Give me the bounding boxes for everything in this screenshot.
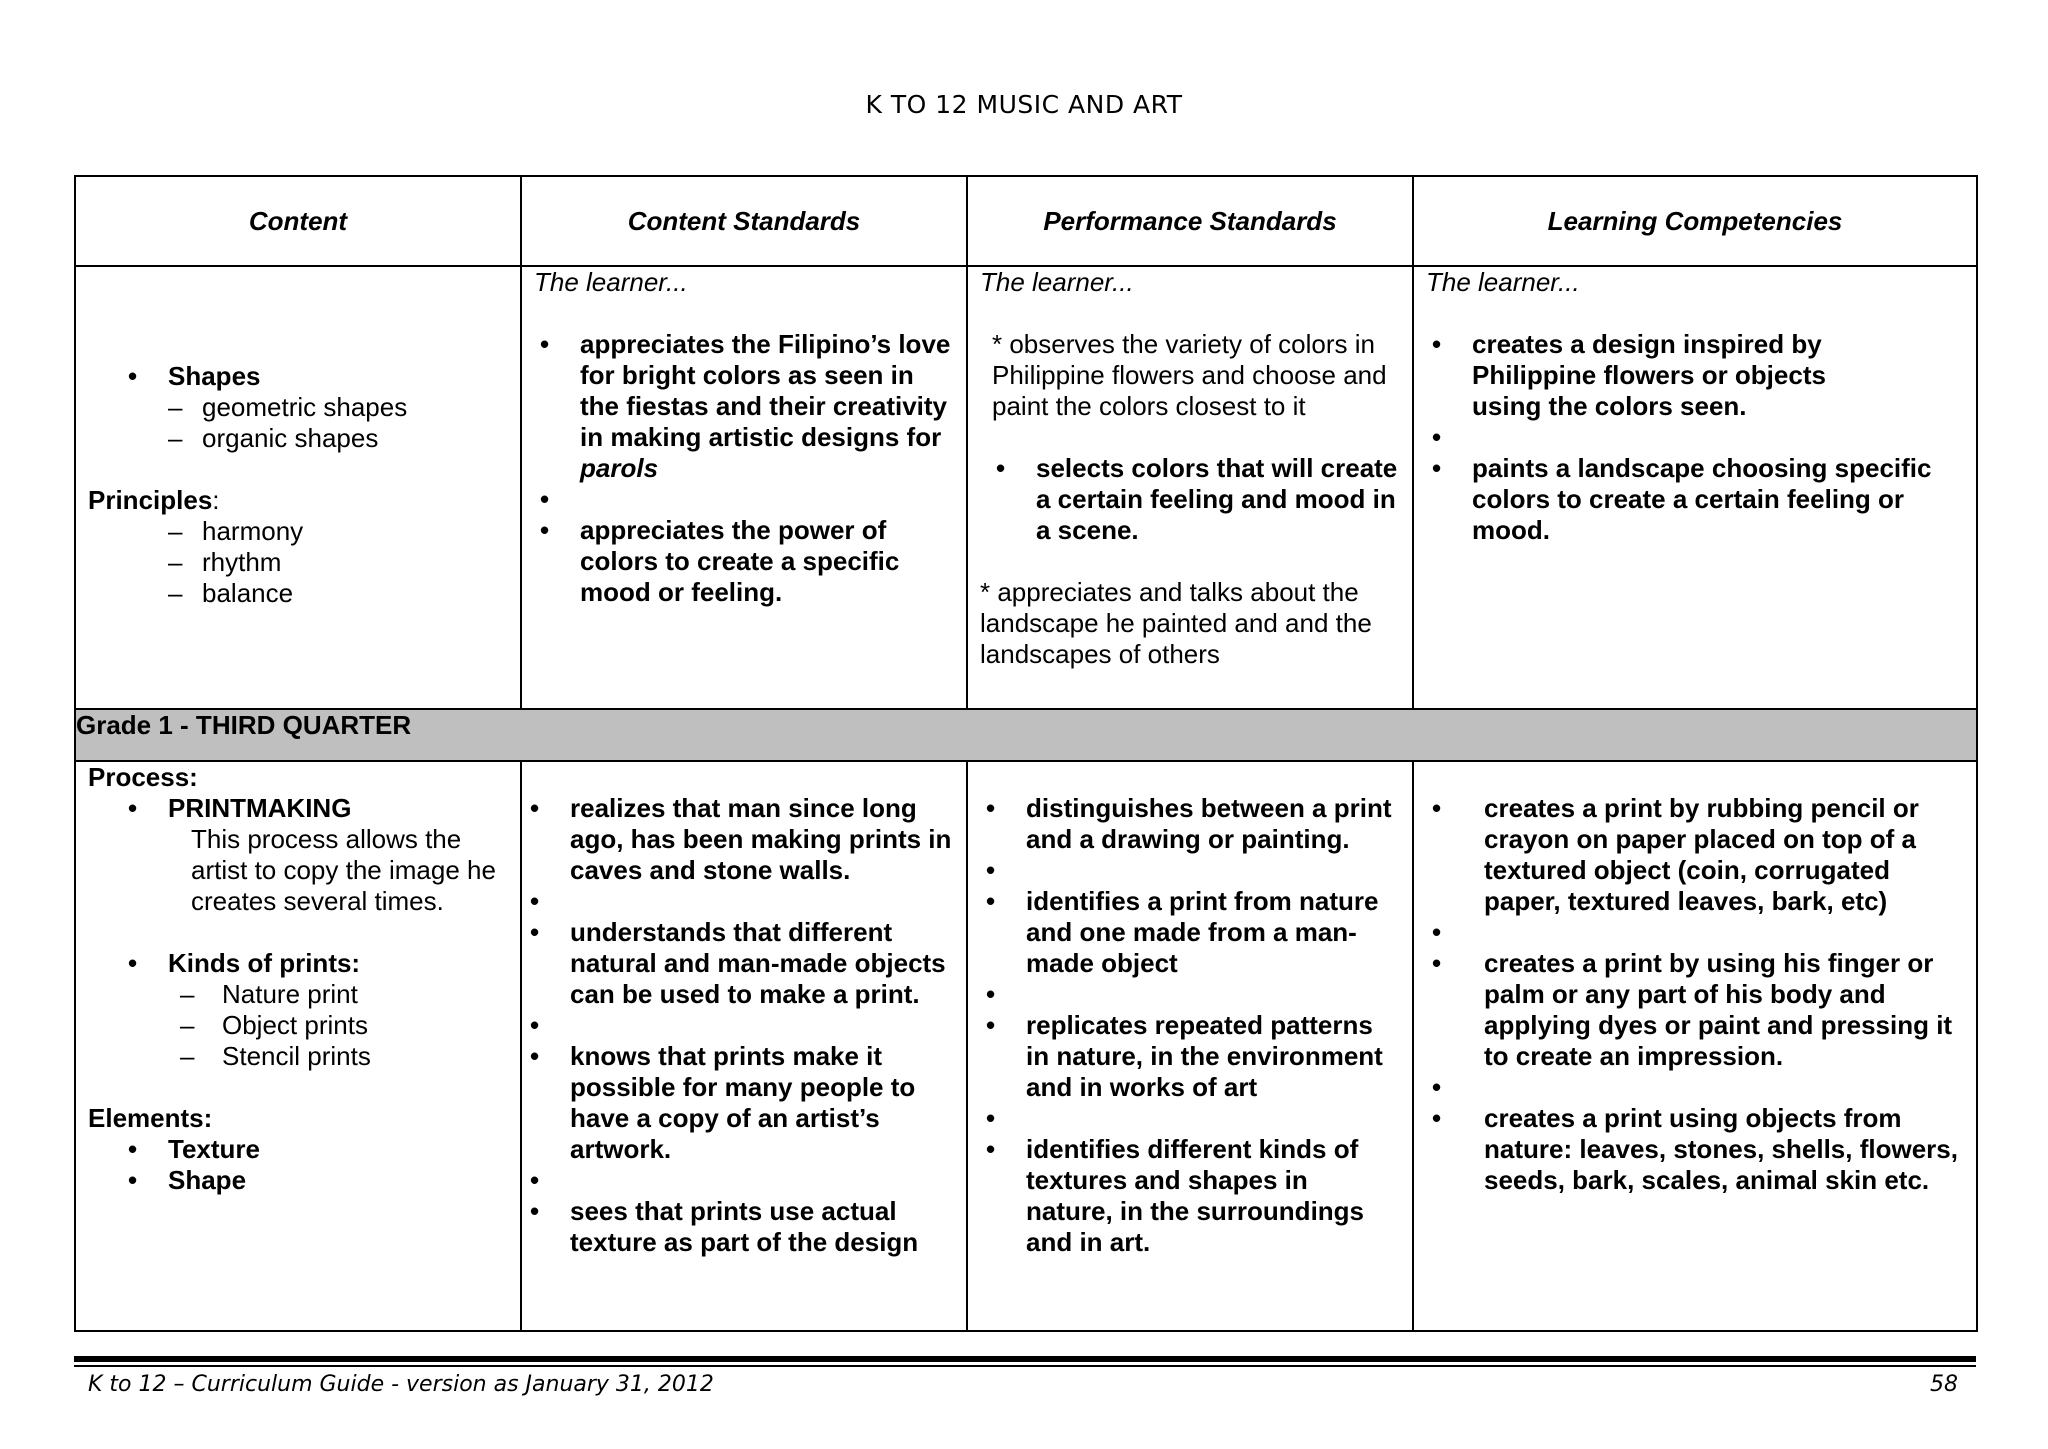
- learner-label: The learner...: [980, 267, 1134, 297]
- list-item: • distinguishes between a print and a drawing or painting.: [980, 793, 1400, 855]
- list-item: • creates a print using objects from nature: leaves, stones, shells, flowers, seeds, bark, scales, animal skin etc.: [1426, 1103, 1964, 1196]
- list-item: • creates a print by rubbing pencil or crayon on paper placed on top of a textured object (coin, corrugated paper, textured leaves, bark, etc): [1426, 793, 1964, 917]
- list-item: • appreciates the Filipino’s love for bright colors as seen in the fiestas and their creativity in making artistic designs for parols: [534, 329, 954, 484]
- element-shape: Shape: [168, 1165, 247, 1195]
- list-item: • selects colors that will create a certain feeling and mood in a scene.: [990, 453, 1400, 546]
- list-item: – Stencil prints: [180, 1041, 508, 1072]
- col-header-content: Content: [75, 176, 521, 266]
- list-item: • sees that prints use actual texture as part of the design: [524, 1196, 954, 1258]
- list-item: • appreciates the power of colors to create a specific mood or feeling.: [534, 515, 954, 608]
- quarter-band-row: [75, 709, 1977, 761]
- list-item: • replicates repeated patterns in nature, in the environment and in works of art: [980, 1010, 1400, 1103]
- list-item: • knows that prints make it possible for many people to have a copy of an artist’s artwork.: [524, 1041, 954, 1165]
- table-row: [75, 266, 1977, 709]
- learner-label: The learner...: [534, 267, 688, 297]
- row1-content-cell: [75, 266, 521, 709]
- page-number: 58: [1930, 1372, 1958, 1397]
- row2-content-cell: [75, 761, 521, 1331]
- learner-label: The learner...: [1426, 267, 1580, 297]
- list-item: – Nature print: [180, 979, 508, 1010]
- footer-rule-thick: [74, 1356, 1976, 1362]
- process-heading: Process:: [88, 762, 198, 792]
- table-header-row: [75, 176, 1977, 266]
- element-texture: Texture: [168, 1134, 260, 1164]
- col-header-learning-competencies: Learning Competencies: [1413, 176, 1977, 266]
- list-item: • realizes that man since long ago, has been making prints in caves and stone walls.: [524, 793, 954, 886]
- curriculum-table: [74, 175, 1978, 1332]
- list-item: • creates a print by using his finger or palm or any part of his body and applying dyes or paint and pressing it to create an impression.: [1426, 948, 1964, 1072]
- col-header-content-standards: Content Standards: [521, 176, 967, 266]
- table-row: [75, 761, 1977, 1331]
- row2-content-standards-cell: [521, 761, 967, 1331]
- printmaking-label: PRINTMAKING: [168, 793, 352, 823]
- col-header-performance-standards: Performance Standards: [967, 176, 1413, 266]
- principles-heading: Principles:: [88, 485, 220, 515]
- list-item: – rhythm: [168, 547, 508, 578]
- list-item: – organic shapes: [168, 423, 508, 454]
- list-item: • identifies a print from nature and one made from a man-made object: [980, 886, 1400, 979]
- shapes-label: Shapes: [168, 361, 261, 391]
- list-item: • identifies different kinds of textures and shapes in nature, in the surroundings and in art.: [980, 1134, 1400, 1258]
- footer-rule-thin: [74, 1365, 1976, 1367]
- kinds-heading: Kinds of prints:: [168, 948, 361, 978]
- star-item: * appreciates and talks about the landscape he painted and and the landscapes of others: [980, 577, 1372, 669]
- row1-performance-standards-cell: [967, 266, 1413, 709]
- list-item: – Object prints: [180, 1010, 508, 1041]
- elements-heading: Elements:: [88, 1103, 213, 1133]
- list-item: – geometric shapes: [168, 392, 508, 423]
- printmaking-description: This process allows the artist to copy the image he creates several times.: [191, 824, 496, 916]
- star-item: * observes the variety of colors in Philippine flowers and choose and paint the colors closest to it: [992, 329, 1387, 421]
- page-header-title: K TO 12 MUSIC AND ART: [865, 90, 1183, 119]
- footer-version: K to 12 – Curriculum Guide - version as January 31, 2012: [88, 1372, 714, 1397]
- row2-learning-competencies-cell: [1413, 761, 1977, 1331]
- row1-learning-competencies-cell: [1413, 266, 1977, 709]
- list-item: • paints a landscape choosing specific colors to create a certain feeling or mood.: [1426, 453, 1964, 546]
- list-item: • creates a design inspired by Philippine flowers or objects using the colors seen.: [1426, 329, 1964, 422]
- row1-content-standards-cell: [521, 266, 967, 709]
- list-item: – balance: [168, 578, 508, 609]
- list-item: – harmony: [168, 516, 508, 547]
- row2-performance-standards-cell: [967, 761, 1413, 1331]
- list-item: • understands that different natural and man-made objects can be used to make a print.: [524, 917, 954, 1010]
- quarter-band: Grade 1 - THIRD QUARTER: [75, 709, 1977, 761]
